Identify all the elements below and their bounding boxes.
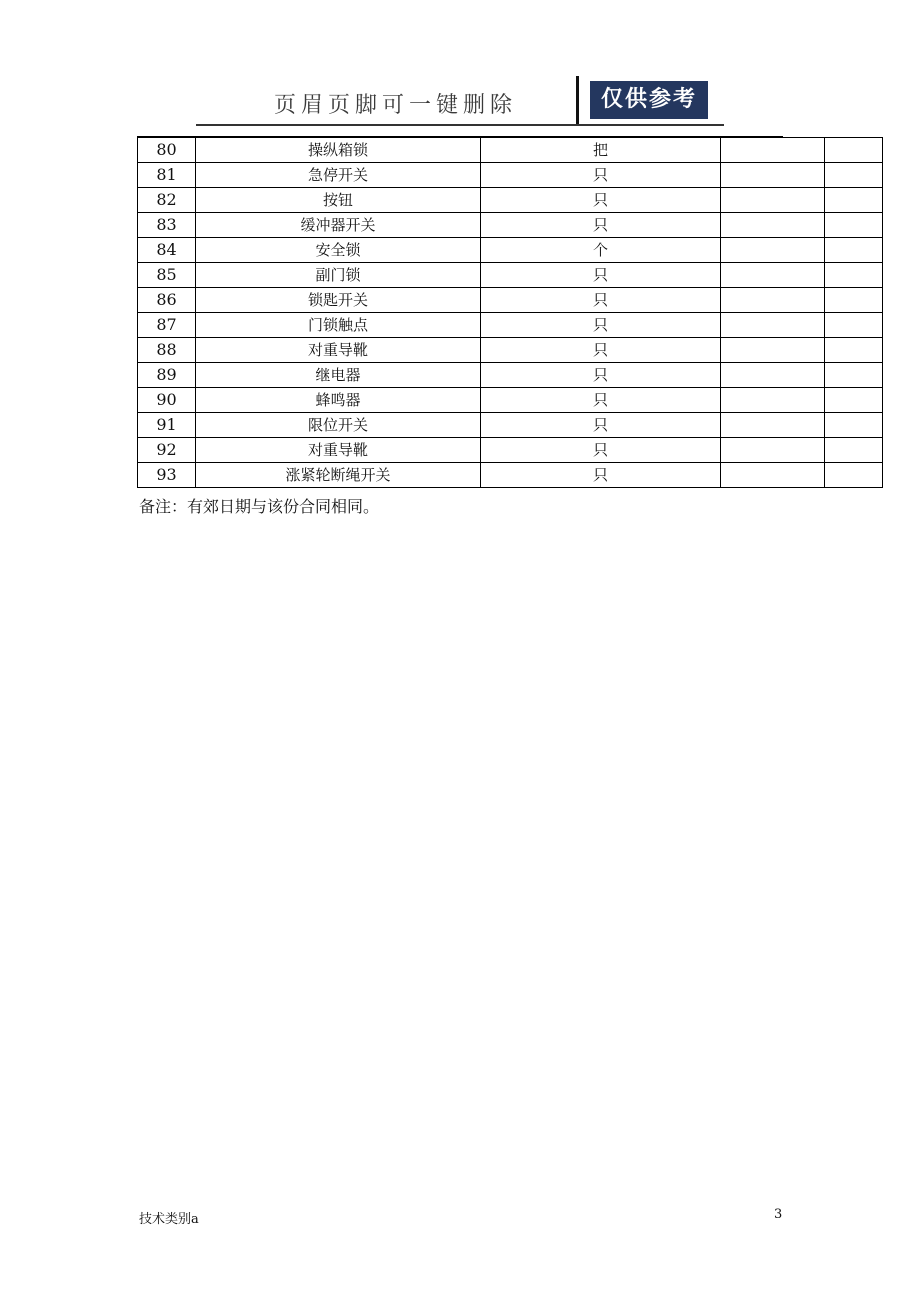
blank-cell (721, 138, 825, 163)
header-divider (576, 76, 579, 126)
row-number-cell: 93 (138, 463, 196, 488)
blank-cell (825, 438, 883, 463)
blank-cell (825, 313, 883, 338)
blank-cell (825, 238, 883, 263)
unit-cell: 只 (481, 438, 721, 463)
blank-cell (721, 163, 825, 188)
page-header (196, 76, 724, 128)
row-number-cell: 91 (138, 413, 196, 438)
unit-cell: 个 (481, 238, 721, 263)
blank-cell (721, 388, 825, 413)
unit-cell: 只 (481, 463, 721, 488)
row-number-cell: 85 (138, 263, 196, 288)
part-name-cell: 对重导靴 (196, 338, 481, 363)
blank-cell (825, 138, 883, 163)
part-name-cell: 副门锁 (196, 263, 481, 288)
table-row (138, 288, 883, 313)
blank-cell (721, 313, 825, 338)
table-row (138, 313, 883, 338)
blank-cell (825, 338, 883, 363)
part-name-cell: 门锁触点 (196, 313, 481, 338)
table-row (138, 413, 883, 438)
row-number-cell: 81 (138, 163, 196, 188)
header-rule (196, 124, 724, 126)
unit-cell: 只 (481, 263, 721, 288)
part-name-cell: 操纵箱锁 (196, 138, 481, 163)
table-row (138, 438, 883, 463)
table-row (138, 163, 883, 188)
footer-category: 技术类别a (139, 1212, 199, 1227)
row-number-cell: 89 (138, 363, 196, 388)
table-row (138, 138, 883, 163)
unit-cell: 只 (481, 363, 721, 388)
row-number-cell: 80 (138, 138, 196, 163)
unit-cell: 只 (481, 288, 721, 313)
blank-cell (721, 288, 825, 313)
blank-cell (825, 263, 883, 288)
row-number-cell: 84 (138, 238, 196, 263)
blank-cell (825, 413, 883, 438)
unit-cell: 只 (481, 388, 721, 413)
part-name-cell: 涨紧轮断绳开关 (196, 463, 481, 488)
table-row (138, 338, 883, 363)
blank-cell (825, 163, 883, 188)
blank-cell (721, 413, 825, 438)
unit-cell: 只 (481, 313, 721, 338)
blank-cell (825, 213, 883, 238)
page-number: 3 (774, 1207, 783, 1222)
part-name-cell: 急停开关 (196, 163, 481, 188)
row-number-cell: 88 (138, 338, 196, 363)
row-number-cell: 83 (138, 213, 196, 238)
table-row (138, 388, 883, 413)
part-name-cell: 按钮 (196, 188, 481, 213)
part-name-cell: 蜂鸣器 (196, 388, 481, 413)
row-number-cell: 82 (138, 188, 196, 213)
blank-cell (721, 188, 825, 213)
unit-cell: 只 (481, 213, 721, 238)
part-name-cell: 锁匙开关 (196, 288, 481, 313)
blank-cell (825, 288, 883, 313)
blank-cell (721, 213, 825, 238)
blank-cell (721, 438, 825, 463)
unit-cell: 只 (481, 413, 721, 438)
unit-cell: 只 (481, 338, 721, 363)
remark-note: 备注：有郊日期与该份合同相同。 (139, 497, 380, 516)
blank-cell (825, 188, 883, 213)
unit-cell: 把 (481, 138, 721, 163)
part-name-cell: 限位开关 (196, 413, 481, 438)
unit-cell: 只 (481, 163, 721, 188)
blank-cell (721, 338, 825, 363)
blank-cell (721, 263, 825, 288)
part-name-cell: 对重导靴 (196, 438, 481, 463)
blank-cell (825, 363, 883, 388)
row-number-cell: 90 (138, 388, 196, 413)
table-row (138, 363, 883, 388)
part-name-cell: 安全锁 (196, 238, 481, 263)
row-number-cell: 87 (138, 313, 196, 338)
reference-only-badge: 仅供参考 (590, 81, 708, 119)
table-row (138, 263, 883, 288)
blank-cell (721, 463, 825, 488)
header-text: 页眉页脚可一键删除 (274, 93, 518, 118)
parts-table-body (138, 138, 883, 488)
blank-cell (825, 388, 883, 413)
table-row (138, 238, 883, 263)
table-row (138, 213, 883, 238)
parts-table (137, 137, 883, 488)
part-name-cell: 缓冲器开关 (196, 213, 481, 238)
table-row (138, 463, 883, 488)
row-number-cell: 86 (138, 288, 196, 313)
blank-cell (721, 238, 825, 263)
part-name-cell: 继电器 (196, 363, 481, 388)
table-row (138, 188, 883, 213)
unit-cell: 只 (481, 188, 721, 213)
blank-cell (721, 363, 825, 388)
blank-cell (825, 463, 883, 488)
row-number-cell: 92 (138, 438, 196, 463)
